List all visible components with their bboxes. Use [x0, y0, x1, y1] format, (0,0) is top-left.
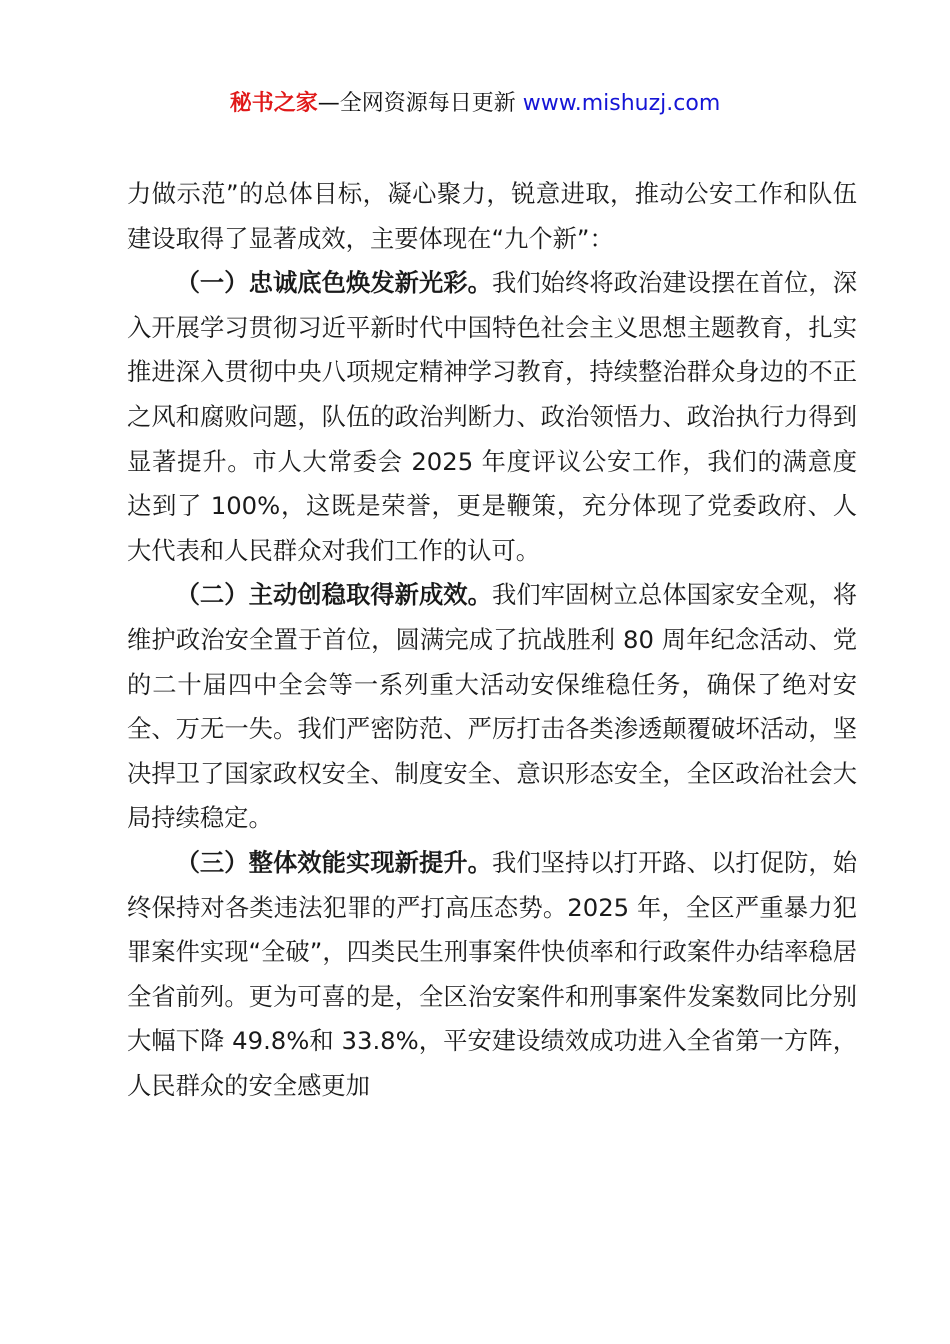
- section-heading: （三）整体效能实现新提升。: [175, 847, 492, 877]
- site-brand[interactable]: 秘书之家: [229, 91, 318, 116]
- paragraph-text: 我们始终将政治建设摆在首位，深入开展学习贯彻习近平新时代中国特色社会主义思想主题教育，扎实推进深入贯彻中央八项规定精神学习教育，持续整治群众身边的不正之风和腐败问题，队伍的政治判断力、政治领悟力、政治执行力得到显著提升。市人大常委会 2025 年度评议公安工作，我们的满意度达到了 100%，这既是荣誉，更是鞭策，充分体现了党委政府、人大代表和人民群众对我们工作的认可。: [127, 268, 858, 565]
- document-body: [127, 172, 857, 1108]
- paragraph-continuation: [127, 172, 857, 261]
- site-tagline: —全网资源每日更新: [317, 91, 523, 116]
- paragraph-text: 力做示范”的总体目标，凝心聚力，锐意进取，推动公安工作和队伍建设取得了显著成效，主要体现在“九个新”：: [127, 179, 857, 253]
- paragraph-section-3: [127, 841, 857, 1109]
- paragraph-section-2: [127, 573, 857, 841]
- page-header: [0, 84, 950, 124]
- site-url-link[interactable]: www.mishuzj.com: [522, 91, 721, 116]
- section-heading: （二）主动创稳取得新成效。: [175, 580, 492, 610]
- paragraph-text: 我们牢固树立总体国家安全观，将维护政治安全置于首位，圆满完成了抗战胜利 80 周年纪念活动、党的二十届四中全会等一系列重大活动安保维稳任务，确保了绝对安全、万无一失。我们严密防范、严厉打击各类渗透颠覆破坏活动，坚决捍卫了国家政权安全、制度安全、意识形态安全，全区政治社会大局持续稳定。: [127, 580, 858, 833]
- section-heading: （一）忠诚底色焕发新光彩。: [175, 268, 492, 298]
- paragraph-section-1: [127, 261, 857, 573]
- paragraph-text: 我们坚持以打开路、以打促防，始终保持对各类违法犯罪的严打高压态势。2025 年，全区严重暴力犯罪案件实现“全破”，四类民生刑事案件快侦率和行政案件办结率稳居全省前列。更为可喜的是，全区治安案件和刑事案件发案数同比分别大幅下降 49.8%和 33.8%，平安建设绩效成功进入全省第一方阵，人民群众的安全感更加: [127, 847, 858, 1100]
